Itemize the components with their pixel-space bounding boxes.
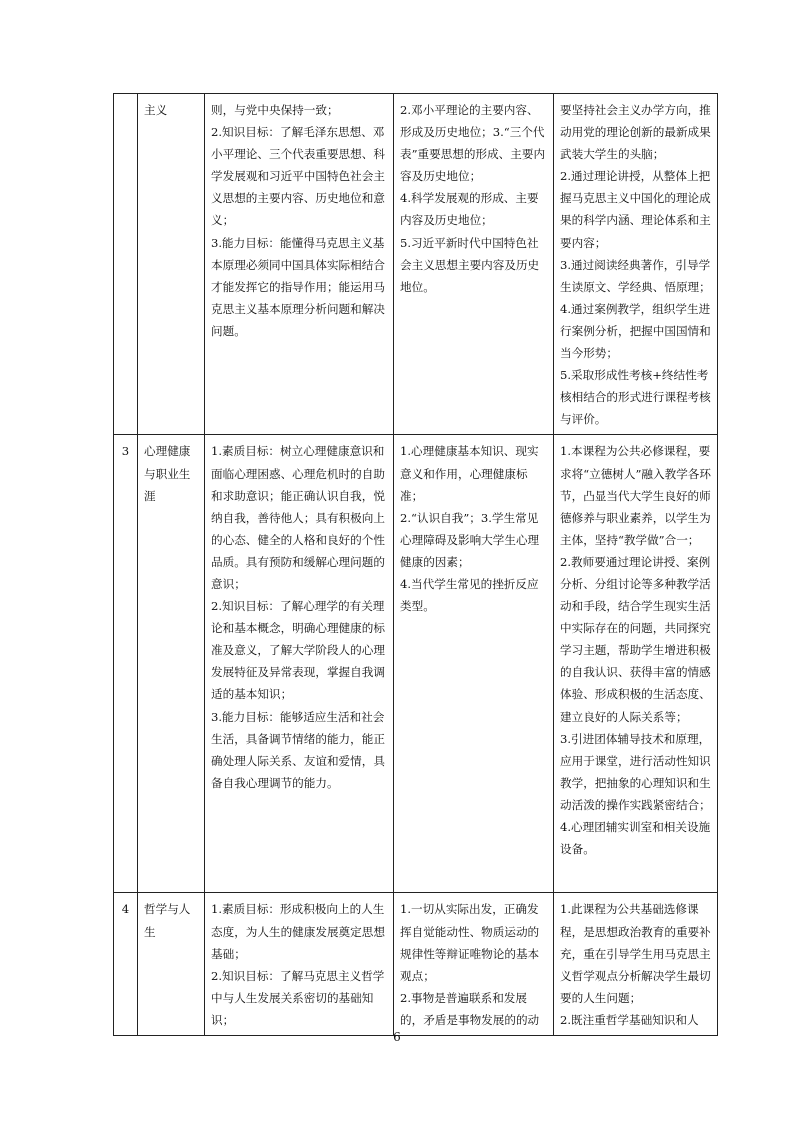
content-item: 5.习近平新时代中国特色社会主义思想主要内容及历史地位。 — [400, 235, 540, 294]
content-item: 4.当代学生常见的挫折反应类型。 — [400, 576, 539, 614]
content-item: 2.“认识自我”；3.学生常见心理障碍及影响大学生心理健康的因素； — [400, 510, 540, 569]
objective-item: 2.知识目标：了解心理学的有关理论和基本概念，明确心理健康的标准及意义，了解大学阶段人的心理发展特征及异常表现，掌握自我调适的基本知识； — [211, 599, 385, 702]
objective-item: 1.素质目标：树立心理健康意识和面临心理困惑、心理危机时的自助和求助意识；能正确认识自我，悦纳自我，善待他人；具有积极向上的心态、健全的人格和良好的个性品质。具有预防和缓解心理问题的意识； — [211, 444, 385, 591]
teaching-requirements — [554, 94, 718, 435]
requirement-item: 2.既注重哲学基础知识和人 — [560, 1012, 699, 1027]
requirement-item: 4.心理团辅实训室和相关设施设备。 — [560, 820, 711, 857]
row-number: 3 — [114, 435, 138, 893]
requirement-item: 4.通过案例教学，组织学生进行案例分析，把握中国国情和当今形势； — [560, 301, 711, 361]
course-name: 主义 — [138, 94, 205, 435]
row-number — [114, 94, 138, 435]
course-objectives — [205, 435, 394, 893]
requirement-item: 2.教师要通过理论讲授、案例分析、分组讨论等多种教学活动和手段，结合学生现实生活中实际存在的问题，共同探究学习主题，帮助学生增进积极的自我认识、获得丰富的情感体验、形成积极的生活态度、建立良好的人际关系等； — [560, 554, 711, 724]
page-number: 6 — [393, 1030, 401, 1044]
objective-item: 3.能力目标：能够适应生活和社会生活，具备调节情绪的能力，能正确处理人际关系、友谊和爱情，具备自我心理调节的能力。 — [211, 709, 385, 790]
content-item: 2.事物是普遍联系和发展的，矛盾是事物发展的的动 — [400, 990, 540, 1027]
table-row — [114, 893, 718, 1036]
requirement-item: 2.通过理论讲授，从整体上把握马克思主义中国化的理论成果的科学内涵、理论体系和主要内容； — [560, 169, 711, 250]
objective-item: 3.能力目标：能懂得马克思主义基本原理必须同中国具体实际相结合才能发挥它的指导作用；能运用马克思主义基本原理分析问题和解决问题。 — [211, 235, 385, 338]
row-number: 4 — [114, 893, 138, 1036]
teaching-requirements — [554, 435, 718, 893]
content-item: 1.心理健康基本知识、现实意义和作用，心理健康标准； — [400, 444, 539, 503]
objective-item: 1.素质目标：形成积极向上的人生态度，为人生的健康发展奠定思想基础； — [211, 902, 385, 961]
requirement-item: 3.通过阅读经典著作，引导学生读原文、学经典、悟原理； — [560, 257, 711, 294]
objective-item: 则，与党中央保持一致； — [211, 103, 339, 117]
course-table — [113, 93, 718, 1036]
requirement-item: 3.引进团体辅导技术和原理，应用于课堂，进行活动性知识教学，把抽象的心理知识和生动活泼的操作实践紧密结合； — [560, 731, 711, 812]
content-item: 2.邓小平理论的主要内容、形成及历史地位；3.“三个代表”重要思想的形成、主要内容及历史地位； — [400, 103, 546, 184]
table-row — [114, 94, 718, 435]
course-content — [394, 435, 554, 893]
requirement-item: 1.此课程为公共基础选修课程，是思想政治教育的重要补充，重在引导学生用马克思主义哲学观点分析解决学生最切要的人生问题； — [560, 902, 711, 1005]
course-name: 心理健康与职业生涯 — [138, 435, 205, 893]
course-name: 哲学与人生 — [138, 893, 205, 1036]
teaching-requirements — [554, 893, 718, 1036]
requirement-item: 1.本课程为公共必修课程，要求将“立德树人”融入教学各环节，凸显当代大学生良好的师德修养与职业素养，以学生为主体，坚持“教学做”合一； — [560, 444, 711, 547]
course-content — [394, 94, 554, 435]
objective-item: 2.知识目标：了解马克思主义哲学中与人生发展关系密切的基础知识； — [211, 968, 385, 1027]
requirement-item: 5.采取形成性考核+终结性考核相结合的形式进行课程考核与评价。 — [560, 368, 711, 427]
content-item: 1.一切从实际出发，正确发挥自觉能动性、物质运动的规律性等辩证唯物论的基本观点； — [400, 902, 540, 983]
table-row — [114, 435, 718, 893]
requirement-item: 要坚持社会主义办学方向，推动用党的理论创新的最新成果武装大学生的头脑； — [560, 103, 711, 162]
course-content — [394, 893, 554, 1036]
course-objectives — [205, 94, 394, 435]
objective-item: 2.知识目标：了解毛泽东思想、邓小平理论、三个代表重要思想、科学发展观和习近平中国特色社会主义思想的主要内容、历史地位和意义； — [211, 125, 385, 228]
content-item: 4.科学发展观的形成、主要内容及历史地位； — [400, 191, 539, 228]
course-objectives — [205, 893, 394, 1036]
